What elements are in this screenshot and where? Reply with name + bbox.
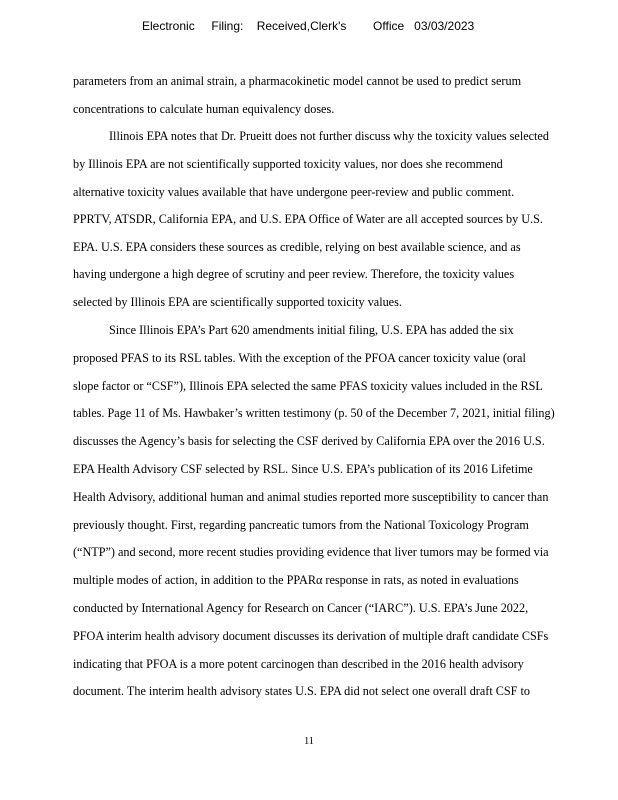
page-number: 11 xyxy=(303,736,315,747)
text-line: multiple modes of action, in addition to the PPARα response in rats, as noted in evaluations xyxy=(73,573,519,587)
text-line: EPA Health Advisory CSF selected by RSL. Since U.S. EPA’s publication of its 2016 Lifetime xyxy=(73,462,533,476)
text-line: proposed PFAS to its RSL tables. With the exception of the PFOA cancer toxicity value (oral xyxy=(73,351,526,365)
text-line: document. The interim health advisory states U.S. EPA did not select one overall draft CSF to xyxy=(73,684,530,698)
text-line: selected by Illinois EPA are scientifically supported toxicity values. xyxy=(73,295,402,309)
electronic-filing-header: Electronic Filing: Received,Clerk's Office 03/03/2023 xyxy=(142,19,475,33)
text-line: having undergone a high degree of scrutiny and peer review. Therefore, the toxicity values xyxy=(73,267,515,281)
text-line: (“NTP”) and second, more recent studies providing evidence that liver tumors may be formed via xyxy=(73,545,549,559)
text-line: EPA. U.S. EPA considers these sources as credible, relying on best available science, and as xyxy=(73,240,521,254)
text-line: PPRTV, ATSDR, California EPA, and U.S. EPA Office of Water are all accepted sources by U.S. xyxy=(73,212,543,226)
text-line: previously thought. First, regarding pancreatic tumors from the National Toxicology Program xyxy=(73,518,529,532)
text-line: indicating that PFOA is a more potent carcinogen than described in the 2016 health advisory xyxy=(73,657,524,671)
text-line: conducted by International Agency for Research on Cancer (“IARC”). U.S. EPA’s June 2022, xyxy=(73,601,529,615)
text-line: discusses the Agency’s basis for selecting the CSF derived by California EPA over the 2016 U.S. xyxy=(73,434,545,448)
text-line: concentrations to calculate human equivalency doses. xyxy=(73,102,335,116)
text-line: alternative toxicity values available that have undergone peer-review and public comment. xyxy=(73,185,515,199)
paragraph-start-line: Since Illinois EPA’s Part 620 amendments initial filing, U.S. EPA has added the six xyxy=(109,323,514,337)
text-line: parameters from an animal strain, a pharmacokinetic model cannot be used to predict serum xyxy=(73,74,522,88)
text-line: slope factor or “CSF”), Illinois EPA selected the same PFAS toxicity values included in the RSL xyxy=(73,379,543,393)
paragraph-start-line: Illinois EPA notes that Dr. Prueitt does not further discuss why the toxicity values selected xyxy=(109,129,549,143)
text-line: Health Advisory, additional human and animal studies reported more susceptibility to cancer than xyxy=(73,490,549,504)
text-line: tables. Page 11 of Ms. Hawbaker’s written testimony (p. 50 of the December 7, 2021, initial filing) xyxy=(73,406,555,420)
text-line: by Illinois EPA are not scientifically supported toxicity values, nor does she recommend xyxy=(73,157,503,171)
text-line: PFOA interim health advisory document discusses its derivation of multiple draft candidate CSFs xyxy=(73,629,549,643)
